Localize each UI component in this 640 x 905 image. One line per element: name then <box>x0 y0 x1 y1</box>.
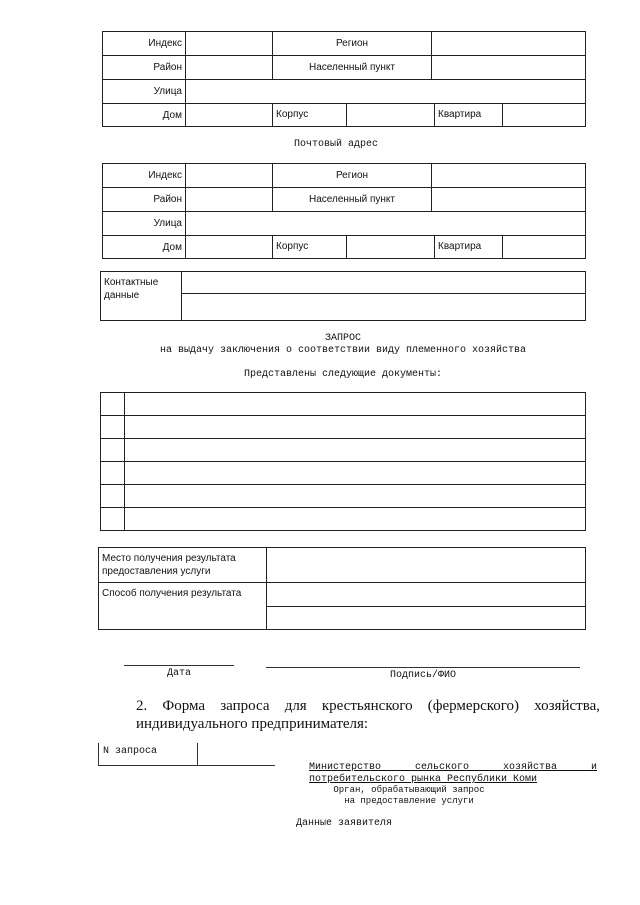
contact-field-1[interactable] <box>182 272 586 294</box>
address-table-registration <box>102 31 586 127</box>
settlement-field[interactable] <box>432 188 586 212</box>
date-line <box>124 665 234 666</box>
postal-address-title: Почтовый адрес <box>294 139 379 150</box>
settlement-label: Населенный пункт <box>273 56 432 80</box>
settlement-field[interactable] <box>432 56 586 80</box>
district-label: Район <box>103 56 186 80</box>
house-label: Дом <box>103 236 186 259</box>
address-table-postal <box>102 163 586 259</box>
date-label: Дата <box>166 668 191 679</box>
document-number-cell <box>101 439 125 462</box>
signature-line <box>266 667 580 668</box>
document-number-cell <box>101 416 125 439</box>
applicant-data-label: Данные заявителя <box>296 818 393 829</box>
result-method-field-2[interactable] <box>267 607 586 630</box>
contact-table <box>100 271 586 321</box>
document-number-cell <box>101 393 125 416</box>
ministry-name-line1: Министерство сельского хозяйства и <box>309 762 597 773</box>
house-field[interactable] <box>186 104 273 126</box>
document-field[interactable] <box>125 462 586 485</box>
request-number-label: N запроса <box>103 746 158 757</box>
signature-label: Подпись/ФИО <box>389 670 456 681</box>
documents-title: Представлены следующие документы: <box>243 369 443 380</box>
document-number-cell <box>101 508 125 531</box>
house-field[interactable] <box>186 236 273 258</box>
result-place-label: Место получения результата предоставления услуги <box>99 548 267 583</box>
district-field[interactable] <box>186 56 273 80</box>
result-method-field-1[interactable] <box>267 583 586 607</box>
index-label: Индекс <box>103 164 186 188</box>
ministry-name-line2: потребительского рынка Республики Коми <box>309 774 538 785</box>
district-label: Район <box>103 188 186 212</box>
request-title: ЗАПРОС <box>324 333 361 344</box>
document-number-cell <box>101 462 125 485</box>
building-field[interactable] <box>347 236 435 258</box>
document-field[interactable] <box>125 439 586 462</box>
house-label: Дом <box>103 104 186 127</box>
contact-field-2[interactable] <box>182 294 586 321</box>
documents-table <box>100 392 586 531</box>
region-field[interactable] <box>432 32 586 56</box>
building-field[interactable] <box>347 104 435 126</box>
index-field[interactable] <box>186 32 273 56</box>
index-label: Индекс <box>103 32 186 56</box>
request-number-box <box>98 743 275 766</box>
result-method-label: Способ получения результата <box>99 583 267 630</box>
region-label: Регион <box>273 164 432 188</box>
ministry-role-line1: Орган, обрабатывающий запрос <box>333 785 485 795</box>
document-field[interactable] <box>125 485 586 508</box>
district-field[interactable] <box>186 188 273 212</box>
contact-label: Контактные данные <box>101 272 182 321</box>
street-label: Улица <box>103 80 186 104</box>
document-field[interactable] <box>125 416 586 439</box>
index-field[interactable] <box>186 164 273 188</box>
apartment-label: Квартира <box>435 236 503 258</box>
apartment-label: Квартира <box>435 104 503 126</box>
apartment-field[interactable] <box>503 104 585 126</box>
document-field[interactable] <box>125 393 586 416</box>
section-2-heading: 2. Форма запроса для крестьянского (фермерского) хозяйства, индивидуального предпринимателя: <box>136 698 600 732</box>
result-table <box>98 547 586 630</box>
document-number-cell <box>101 485 125 508</box>
building-label: Корпус <box>273 236 347 258</box>
document-field[interactable] <box>125 508 586 531</box>
street-field[interactable] <box>186 80 586 104</box>
street-field[interactable] <box>186 212 586 236</box>
request-number-field[interactable] <box>198 743 275 765</box>
request-subtitle: на выдачу заключения о соответствии виду племенного хозяйства <box>159 345 527 356</box>
settlement-label: Населенный пункт <box>273 188 432 212</box>
region-label: Регион <box>273 32 432 56</box>
ministry-role-line2: на предоставление услуги <box>344 796 474 806</box>
street-label: Улица <box>103 212 186 236</box>
apartment-field[interactable] <box>503 236 585 258</box>
building-label: Корпус <box>273 104 347 126</box>
result-place-field[interactable] <box>267 548 586 583</box>
region-field[interactable] <box>432 164 586 188</box>
